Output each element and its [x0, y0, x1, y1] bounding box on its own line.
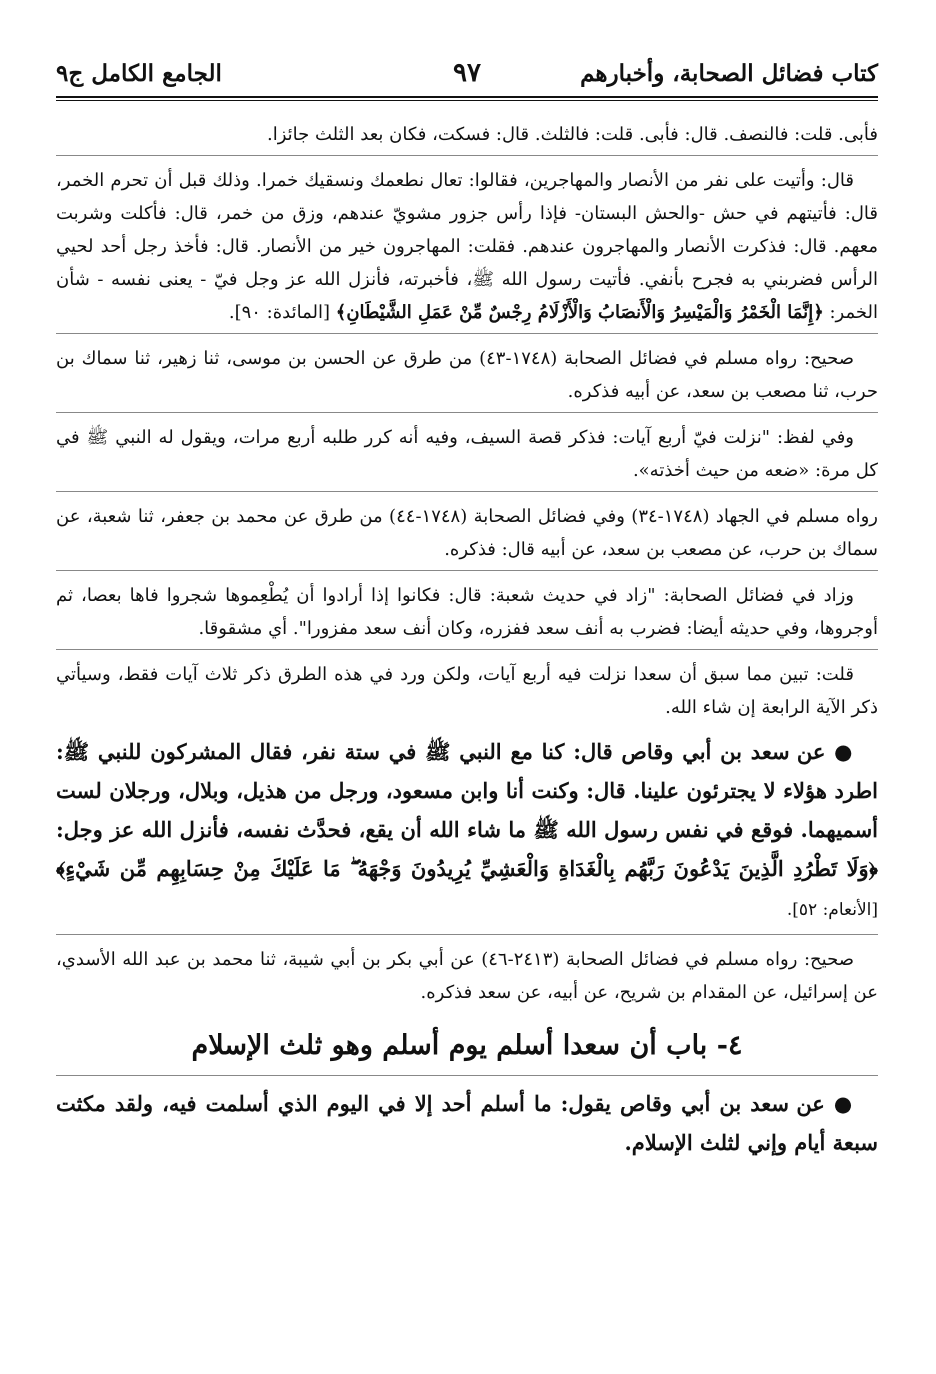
page-number: ٩٧: [453, 58, 481, 88]
book-title: كتاب فضائل الصحابة، وأخبارهم: [580, 60, 878, 87]
hadith-paragraph-2: [56, 1084, 878, 1162]
paragraph-2-text: قال: وأتيت على نفر من الأنصار والمهاجرين، فقالوا: تعال نطعمك ونسقيك خمرا. وذلك قبل أن تحرم الخمر، قال: فأتيتهم في حش -والحش البستان- فإذا رأس جزور مشويّ عندهم، وزق من خمر، قال: فأكلت وشربت معهم. قال: فذكرت الأنصار والمهاجرون عندهم. فقلت: المهاجرون خير من الأنصار. قال: فأخذ رجل أحد لحيي الرأس فضربني به فجرح بأنفي. فأتيت رسول الله ﷺ، فأخبرته، فأنزل الله عز وجل فيّ - يعنى نفسه - شأن الخمر:: [56, 170, 878, 323]
section-heading: ٤- باب أن سعدا أسلم يوم أسلم وهو ثلث الإسلام: [191, 1030, 743, 1061]
divider: [56, 649, 878, 650]
hadith-paragraph: [56, 732, 878, 930]
series-title: الجامع الكامل ج٩: [56, 60, 222, 87]
header-rule: [56, 96, 878, 101]
divider: [56, 1075, 878, 1076]
paragraph-6: وزاد في فضائل الصحابة: "زاد في حديث شعبة: قال: فكانوا إذا أرادوا أن يُطْعِموها شجروا فاها بعصا، ثم أوجروها، وفي حديثه أيضا: فضرب به أنف سعد ففزره، وكان أنف سعد مفزورا". أي مشقوقا.: [56, 585, 878, 639]
divider: [56, 333, 878, 334]
page-body: [56, 118, 878, 1166]
divider: [56, 934, 878, 935]
running-header: [56, 56, 878, 96]
divider: [56, 570, 878, 571]
divider: [56, 155, 878, 156]
bullet-text: ● عن سعد بن أبي وقاص قال: كنا مع النبي ﷺ في ستة نفر، فقال المشركون للنبي ﷺ: اطرد هؤلاء لا يجترئون علينا. قال: وكنت أنا وابن مسعود، ورجل من هذيل، وبلال، ورجلان لست أسميهما. فوقع في نفس رسول الله ﷺ ما شاء الله أن يقع، فحدَّث نفسه، فأنزل الله عز وجل:: [56, 739, 878, 842]
bullet-text: ● عن سعد بن أبي وقاص يقول: ما أسلم أحد إلا في اليوم الذي أسلمت فيه، ولقد مكثت سبعة أيام وإني لثلث الإسلام.: [56, 1091, 878, 1155]
divider: [56, 412, 878, 413]
verse-reference: [الأنعام: ٥٢].: [786, 900, 878, 920]
verse-reference: [المائدة: ٩٠].: [228, 302, 331, 323]
quran-verse: ﴿وَلَا تَطْرُدِ الَّذِينَ يَدْعُونَ رَبَّهُم بِالْغَدَاةِ وَالْعَشِيِّ يُرِيدُونَ وَجْهَهُ ۖ مَا عَلَيْكَ مِنْ حِسَابِهِم مِّن شَيْءٍ﴾: [56, 856, 878, 881]
paragraph-1: فأبى. قلت: فالنصف. قال: فأبى. قلت: فالثلث. قال: فسكت، فكان بعد الثلث جائزا.: [266, 124, 878, 145]
paragraph-2: [56, 164, 878, 329]
paragraph-4: وفي لفظ: "نزلت فيّ أربع آيات: فذكر قصة السيف، وفيه أنه كرر طلبه أربع مرات، ويقول له النبي ﷺ في كل مرة: «ضعه من حيث أخذته».: [56, 427, 878, 481]
paragraph-5: رواه مسلم في الجهاد (١٧٤٨-٣٤) وفي فضائل الصحابة (١٧٤٨-٤٤) من طرق عن محمد بن جعفر، ثنا شعبة، عن سماك بن حرب، عن مصعب بن سعد، عن أبيه قال: فذكره.: [56, 506, 878, 560]
paragraph-9: صحيح: رواه مسلم في فضائل الصحابة (٢٤١٣-٤٦) عن أبي بكر بن أبي شيبة، ثنا محمد بن عبد الله الأسدي، عن إسرائيل، عن المقدام بن شريح، عن أبيه، عن سعد فذكره.: [56, 949, 878, 1003]
paragraph-7: قلت: تبين مما سبق أن سعدا نزلت فيه أربع آيات، ولكن ورد في هذه الطرق ذكر ثلاث آيات فقط، وسيأتي ذكر الآية الرابعة إن شاء الله.: [56, 664, 878, 718]
paragraph-3: صحيح: رواه مسلم في فضائل الصحابة (١٧٤٨-٤٣) من طرق عن الحسن بن موسى، ثنا زهير، ثنا سماك بن حرب، ثنا مصعب بن سعد، عن أبيه فذكره.: [56, 348, 878, 402]
divider: [56, 491, 878, 492]
quran-verse: ﴿إِنَّمَا الْخَمْرُ وَالْمَيْسِرُ وَالْأَنصَابُ وَالْأَزْلَامُ رِجْسٌ مِّنْ عَمَلِ الشَّيْطَانِ﴾: [335, 302, 824, 323]
